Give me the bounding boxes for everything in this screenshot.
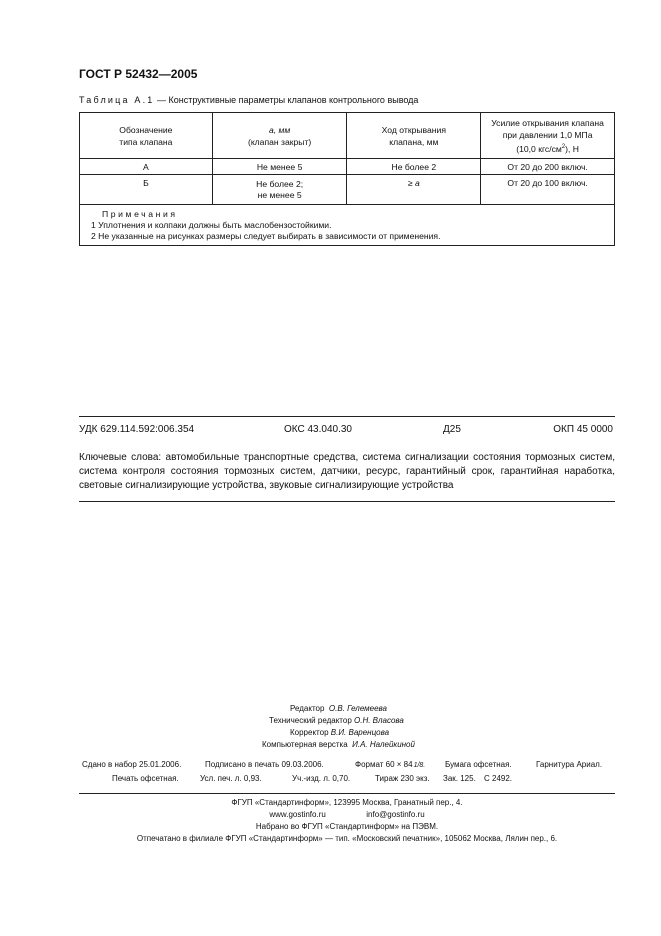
publisher-website[interactable]: www.gostinfo.ru: [269, 810, 326, 819]
cell-force: От 20 до 100 включ.: [481, 175, 615, 205]
okp-code: ОКП 45 0000: [553, 424, 613, 435]
cell-stroke: ≥ a: [347, 175, 481, 205]
document-header: ГОСТ Р 52432—2005: [79, 67, 198, 81]
header-a-mm: a, мм (клапан закрыт): [212, 113, 347, 159]
table-row: [80, 159, 615, 175]
valve-parameters-table: [79, 112, 615, 246]
publisher-info: ФГУП «Стандартинформ», 123995 Москва, Гранатный пер., 4. www.gostinfo.ru info@gostinfo.ru Набрано во ФГУП «Стандартинформ» на ПЭВМ. Отпечатано в филиале ФГУП «Стандартинформ» — тип. «Московский печатник», 105062 Москва, Лялин пер., 6.: [136, 798, 558, 843]
credit-layout: Компьютерная верстка И.А. Налейкиной: [262, 740, 415, 749]
note-item: 1 Уплотнения и колпаки должны быть маслобензостойкими.: [91, 220, 332, 230]
header-opening-force: Усилие открывания клапана при давлении 1,0 МПа (10,0 кгс/$см^2$), Н: [481, 113, 615, 159]
classification-row: [79, 424, 615, 438]
table-notes: [80, 205, 615, 246]
table-header-row: [80, 113, 615, 159]
publisher-email[interactable]: info@gostinfo.ru: [366, 810, 425, 819]
notes-title: Примечания: [102, 209, 178, 219]
credit-corrector: Корректор В.И. Варенцова: [290, 728, 390, 737]
header-stroke: Ход открывания клапана, мм: [347, 113, 481, 159]
table-notes-row: [80, 205, 615, 246]
print-info: Сдано в набор 25.01.2006. Подписано в печать 09.03.2006. Формат 60 × 841/8. Бумага офсетная. Гарнитура Ариал. Печать офсетная. Усл. печ. л. 0,93. Уч.-изд. л. 0,70. Тираж 230 экз. Зак. 125. С 2492.: [82, 760, 603, 783]
cell-force: От 20 до 200 включ.: [481, 159, 615, 175]
group-code: Д25: [443, 424, 461, 435]
divider: [79, 793, 615, 794]
divider: [79, 501, 615, 502]
oks-code: ОКС 43.040.30: [284, 424, 352, 435]
note-item: 2 Не указанные на рисунках размеры следует выбирать в зависимости от применения.: [91, 231, 441, 241]
table-row: [80, 175, 615, 205]
credit-tech-editor: Технический редактор О.Н. Власова: [269, 716, 404, 725]
cell-type: Б: [80, 175, 213, 205]
divider: [79, 416, 615, 417]
cell-a: Не более 2; не менее 5: [212, 175, 347, 205]
cell-type: А: [80, 159, 213, 175]
header-valve-type: Обозначение типа клапана: [80, 113, 213, 159]
table-caption-label: Таблица А.1: [79, 95, 155, 105]
cell-stroke: Не более 2: [347, 159, 481, 175]
table-caption: [79, 95, 418, 105]
cell-a: Не менее 5: [212, 159, 347, 175]
udk-code: УДК 629.114.592:006.354: [79, 424, 195, 435]
keywords-paragraph: Ключевые слова: автомобильные транспортные средства, система сигнализации состояния тормозных систем, система контроля состояния тормозных систем, датчики, ресурс, гарантийный срок, гарантийная наработка, световые сигнализирующие устройства, звуковые сигнализирующие устройства: [79, 452, 615, 491]
table-caption-text: — Конструктивные параметры клапанов контрольного вывода: [157, 95, 419, 105]
credit-editor: Редактор О.В. Гелемеева: [290, 704, 388, 713]
